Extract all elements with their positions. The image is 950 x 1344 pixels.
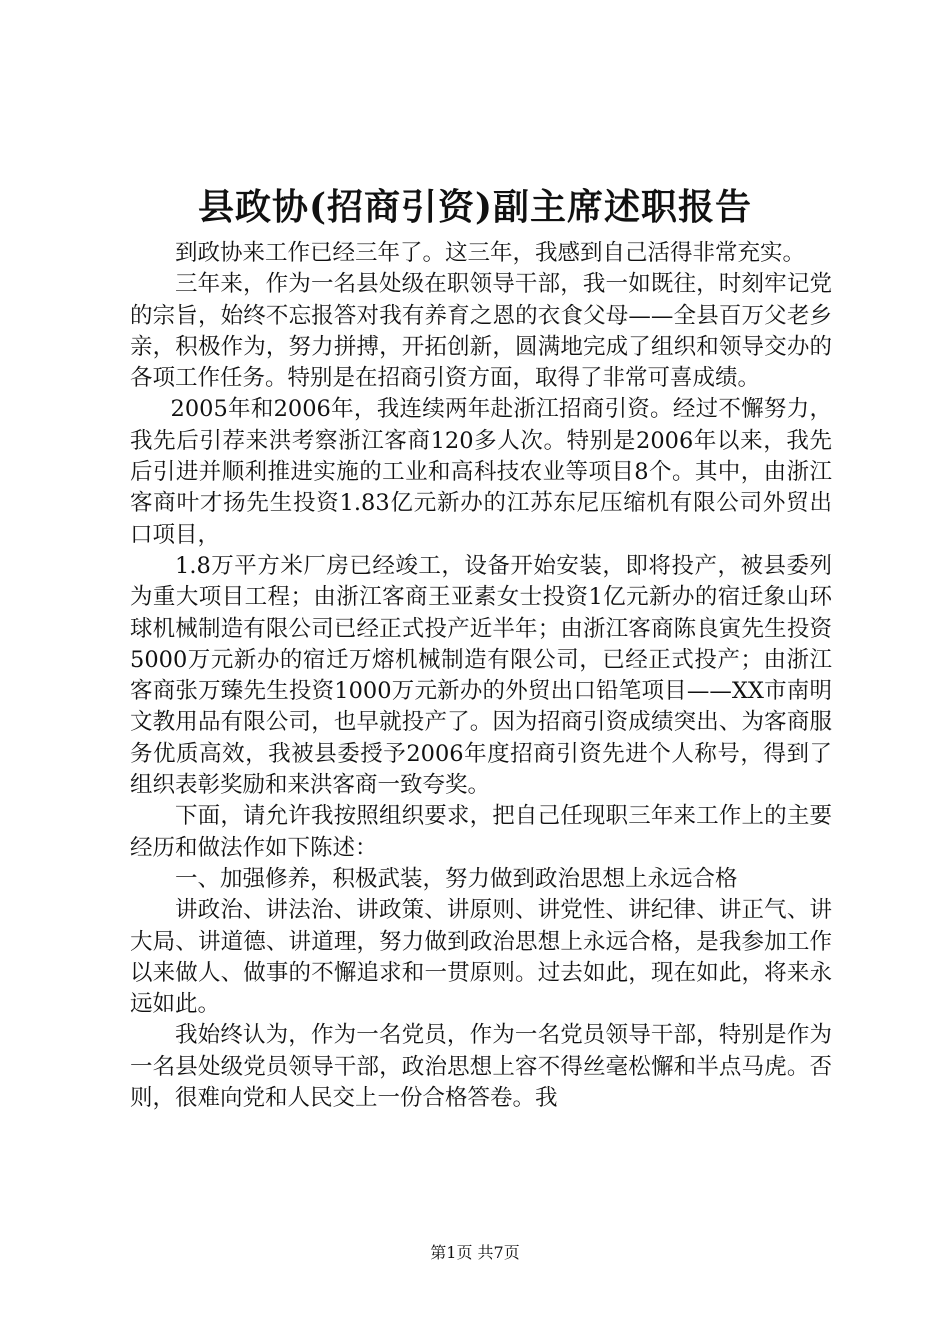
paragraph-1: 到政协来工作已经三年了。这三年，我感到自己活得非常充实。 bbox=[175, 240, 806, 266]
document-title: 县政协(招商引资)副主席述职报告 bbox=[197, 186, 753, 228]
page-number-footer: 第1页 共7页 bbox=[430, 1243, 520, 1262]
section-heading-1: 一、加强修养，积极武装，努力做到政治思想上永远合格 bbox=[175, 865, 738, 892]
paragraph-7: 我始终认为，作为一名党员，作为一名党员领导干部，特别是作为一名县处级党员领导干部，政治思想上容不得丝毫松懈和半点马虎。否则，很难向党和人民交上一份合格答卷。我 bbox=[130, 1022, 832, 1112]
paragraph-2: 三年来，作为一名县处级在职领导干部，我一如既往，时刻牢记党的宗旨，始终不忘报答对我有养育之恩的衣食父母——全县百万父老乡亲，积极作为，努力拼搏，开拓创新，圆满地完成了组织和领导交办的各项工作任务。特别是在招商引资方面，取得了非常可喜成绩。 bbox=[130, 271, 832, 392]
paragraph-5: 下面，请允许我按照组织要求，把自己任现职三年来工作上的主要经历和做法作如下陈述： bbox=[130, 803, 832, 861]
paragraph-4: 1.8万平方米厂房已经竣工，设备开始安装，即将投产，被县委列为重大项目工程；由浙江客商王亚素女士投资1亿元新办的宿迁象山环球机械制造有限公司已经正式投产近半年；由浙江客商陈良寅先生投资5000万元新办的宿迁万熔机械制造有限公司，已经正式投产；由浙江客商张万臻先生投资1000万元新办的外贸出口铅笔项目——XX市南明文教用品有限公司，也早就投产了。因为招商引资成绩突出、为客商服务优质高效，我被县委授予2006年度招商引资先进个人称号，得到了组织表彰奖励和来洪客商一致夸奖。 bbox=[130, 552, 832, 799]
paragraph-6: 讲政治、讲法治、讲政策、讲原则、讲党性、讲纪律、讲正气、讲大局、讲道德、讲道理，努力做到政治思想上永远合格，是我参加工作以来做人、做事的不懈追求和一贯原则。过去如此，现在如此，将来永远如此。 bbox=[130, 897, 832, 1018]
paragraph-3: 2005年和2006年，我连续两年赴浙江招商引资。经过不懈努力，我先后引荐来洪考察浙江客商120多人次。特别是2006年以来，我先后引进并顺利推进实施的工业和高科技农业等项目8个。其中，由浙江客商叶才扬先生投资1.83亿元新办的江苏东尼压缩机有限公司外贸出口项目， bbox=[130, 396, 832, 548]
document-body bbox=[130, 238, 832, 1114]
